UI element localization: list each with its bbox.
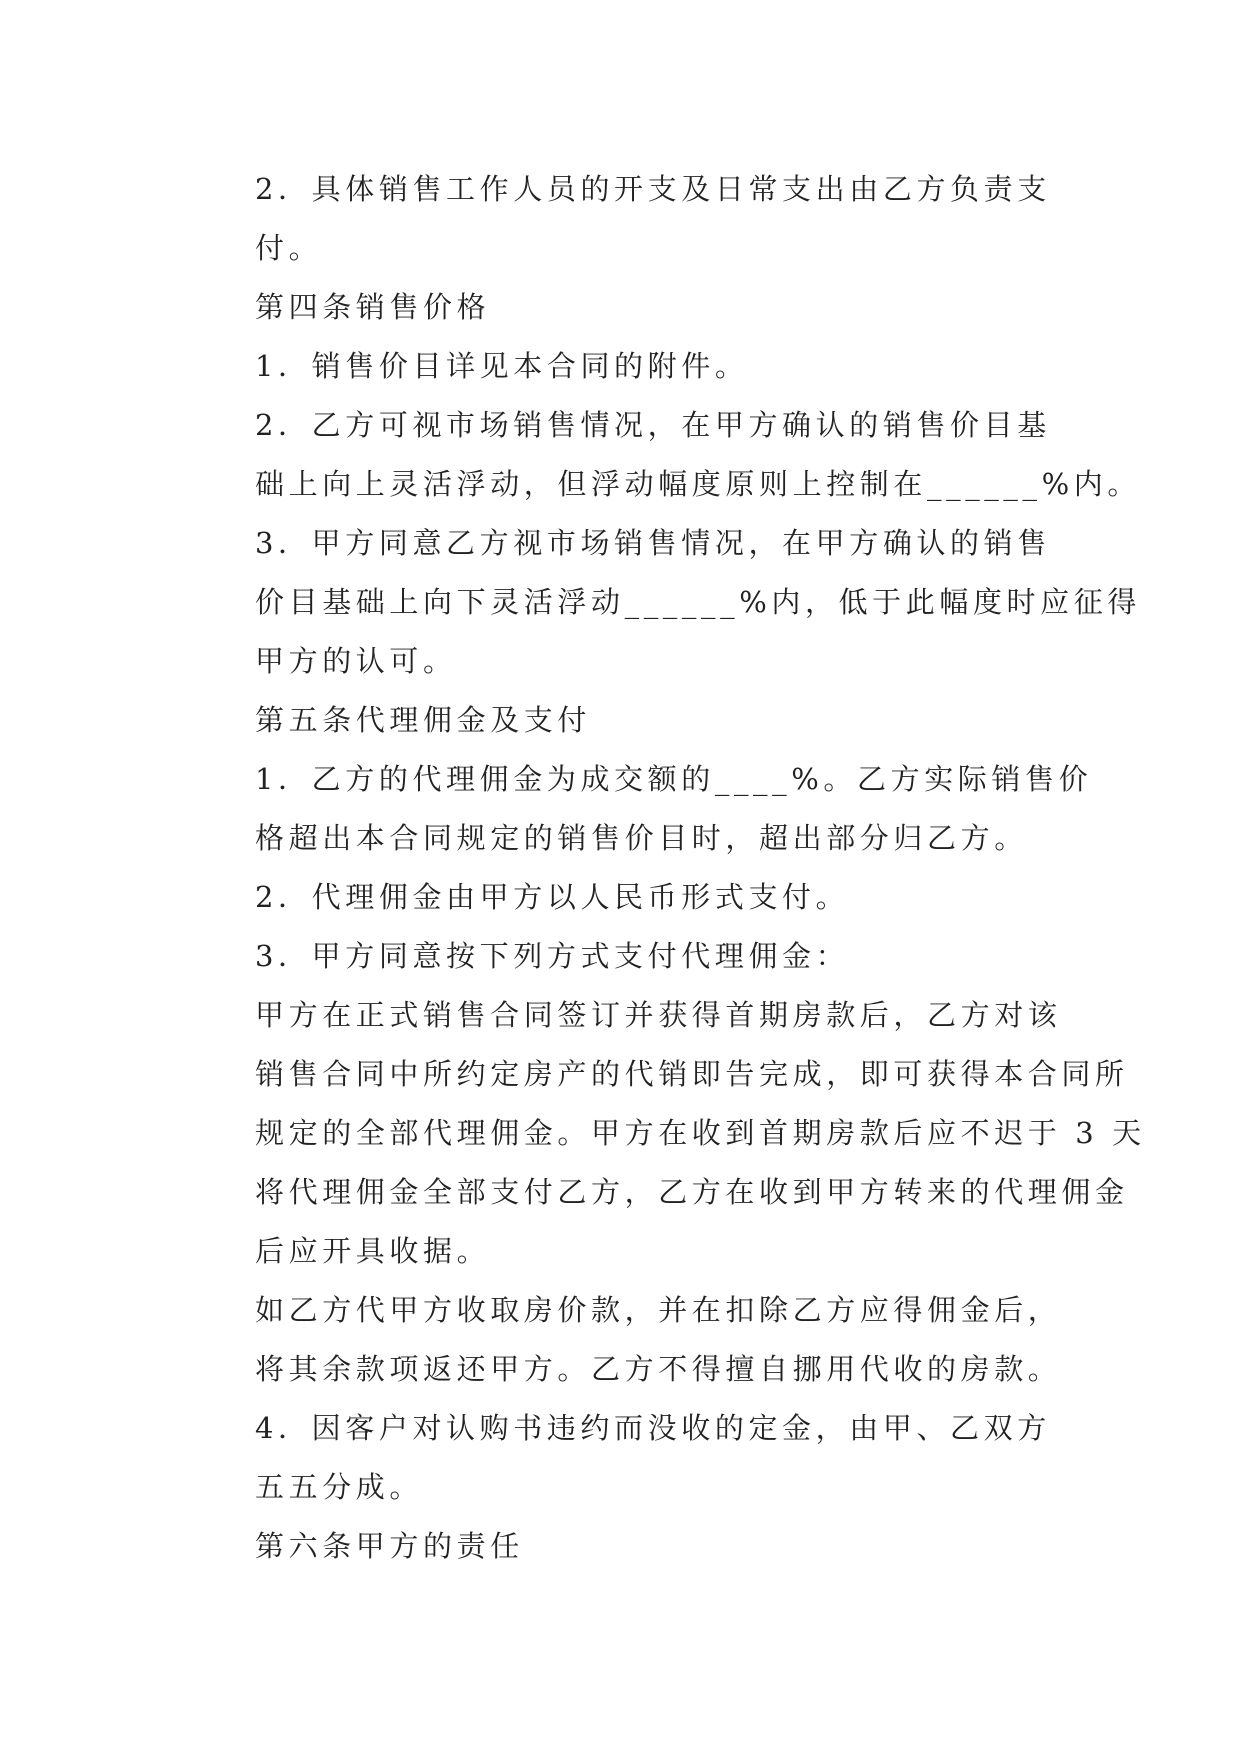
paragraph-payment-terms	[191, 986, 1146, 1281]
text-line: 1．乙方的代理佣金为成交额的____%。乙方实际销售价	[255, 762, 1093, 796]
text-line: 后应开具收据。	[255, 1234, 491, 1268]
text-line: 格超出本合同规定的销售价目时，超出部分归乙方。	[255, 821, 1028, 855]
paragraph-item-2-currency	[191, 868, 1049, 927]
text-line: 规定的全部代理佣金。甲方在收到首期房款后应不迟于 3 天	[255, 1116, 1146, 1150]
text-line: 将其余款项返还甲方。乙方不得擅自挪用代收的房款。	[255, 1352, 1062, 1386]
paragraph-item-2-expenses	[191, 160, 1049, 278]
section-heading-article-4	[191, 278, 1049, 337]
text-line: 础上向上灵活浮动，但浮动幅度原则上控制在______%内。	[255, 467, 1141, 501]
paragraph-item-1-price-list	[191, 337, 1049, 396]
text-line: 第四条销售价格	[255, 290, 491, 324]
paragraph-item-3-payment-method	[191, 927, 1049, 986]
text-line: 价目基础上向下灵活浮动______%内，低于此幅度时应征得	[255, 585, 1141, 619]
text-line: 甲方的认可。	[255, 644, 457, 678]
text-line: 五五分成。	[255, 1470, 424, 1504]
text-line: 第六条甲方的责任	[255, 1529, 524, 1563]
paragraph-item-2-upward-float	[191, 396, 1141, 514]
text-line: 甲方在正式销售合同签订并获得首期房款后，乙方对该	[255, 998, 1062, 1032]
section-heading-article-6	[191, 1517, 1049, 1576]
text-line: 第五条代理佣金及支付	[255, 703, 592, 737]
text-line: 3．甲方同意按下列方式支付代理佣金：	[255, 939, 850, 973]
section-heading-article-5	[191, 691, 1049, 750]
text-line: 2．具体销售工作人员的开支及日常支出由乙方负责支	[255, 172, 1051, 206]
text-line: 2．乙方可视市场销售情况，在甲方确认的销售价目基	[255, 408, 1051, 442]
document-body	[191, 160, 1146, 1576]
text-line: 如乙方代甲方收取房价款，并在扣除乙方应得佣金后，	[255, 1293, 1062, 1327]
paragraph-item-1-commission-rate	[191, 750, 1093, 868]
paragraph-item-3-downward-float	[191, 514, 1141, 691]
text-line: 2．代理佣金由甲方以人民币形式支付。	[255, 880, 850, 914]
text-line: 将代理佣金全部支付乙方，乙方在收到甲方转来的代理佣金	[255, 1175, 1129, 1209]
paragraph-collection-terms	[191, 1281, 1062, 1399]
text-line: 3．甲方同意乙方视市场销售情况，在甲方确认的销售	[255, 526, 1051, 560]
text-line: 4．因客户对认购书违约而没收的定金，由甲、乙双方	[255, 1411, 1051, 1445]
text-line: 付。	[255, 231, 323, 265]
text-line: 1．销售价目详见本合同的附件。	[255, 349, 749, 383]
paragraph-item-4-deposit-split	[191, 1399, 1049, 1517]
text-line: 销售合同中所约定房产的代销即告完成，即可获得本合同所	[255, 1057, 1129, 1091]
